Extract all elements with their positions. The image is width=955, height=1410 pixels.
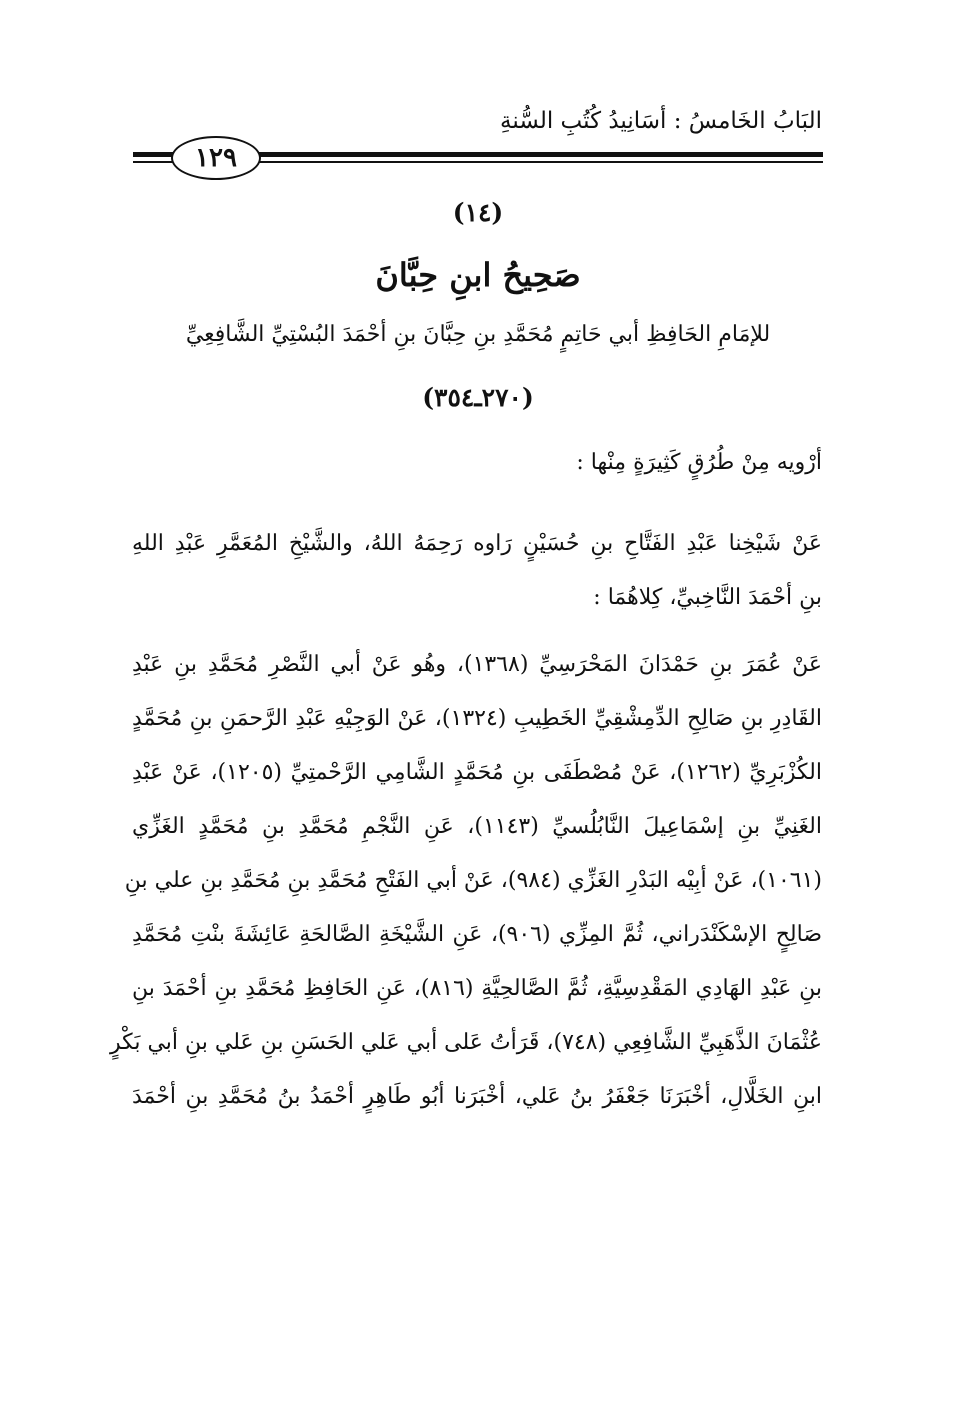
years-range: (٢٧٠ـ٣٥٤)	[422, 383, 534, 412]
text-line: (١٠٦١)، عَنْ أبِيْه البَدْرِ الغَزِّي (٩٨٤)، عَنْ أبي الفَتْحِ مُحَمَّدِ بنِ مُحَمَّدِ بنِ علي بنِ	[124, 868, 822, 893]
text-line: بنِ أحْمَدَ النَّاخِبيِّ، كِلاهُمَا :	[593, 585, 822, 610]
running-header: البَابُ الخَامسُ : أسَانِيدُ كُتُبِ السُّنةِ	[500, 108, 822, 134]
text-line: عَنْ شَيْخِنا عَبْدِ الفَتَّاحِ بنِ حُسَيْنٍ رَاوه رَحِمَهُ اللهُ، والشَّيْخِ المُعَمَّرِ عَبْدِ اللهِ	[132, 531, 822, 556]
text-line: الكُزْبَرِيِّ (١٢٦٢)، عَنْ مُصْطَفَى بنِ مُحَمَّدٍ الشَّامِي الرَّحْمتِيِّ (١٢٠٥)، عَنْ عَبْدِ	[132, 760, 822, 785]
intro-block	[132, 436, 822, 490]
text-line: عُثْمَانَ الذَّهَبِيِّ الشَّافِعِي (٧٤٨)، قَرَأتُ عَلى أبي عَلي الحَسَنِ بنِ عَلي بنِ أبي بَكْرٍ	[110, 1030, 822, 1055]
text-line: ابنِ الخَلَّالِ، أخْبَرَنَا جَعْفَرُ بنُ عَلي، أخْبَرَنا أبُو طَاهِرٍ أحْمَدُ بنُ مُحَمَّدِ بنِ أحْمَدَ	[132, 1084, 822, 1109]
book-title: صَحِيحُ ابنِ حِبَّانَ	[375, 256, 581, 294]
page-number-oval	[171, 136, 261, 180]
section-number: (١٤)	[452, 198, 504, 227]
paragraph-1	[132, 517, 822, 625]
paragraph-2	[110, 638, 823, 1124]
intro-line: أرْويه مِنْ طُرُقٍ كَثِيرَةٍ مِنْها :	[576, 450, 822, 475]
text-line: عَنْ عُمَرَ بنِ حَمْدَانَ المَحْرَسِيِّ (١٣٦٨)، وهُو عَنْ أبي النَّصْرِ مُحَمَّدِ بنِ عَبْدِ	[132, 652, 823, 677]
text-line: صَالِحٍ الإسْكَنْدَراني، ثُمَّ المِزِّي (٩٠٦)، عَنِ الشَّيْخَةِ الصَّالحَةِ عَائِشَةَ بنْتِ مُحَمَّدِ	[132, 922, 822, 947]
text-line: بنِ عَبْدِ الهَادِي المَقْدِسِيَّةِ، ثُمَّ الصَّالحِيَّةِ (٨١٦)، عَنِ الحَافِظِ مُحَمَّدِ بنِ أحْمَدَ بنِ	[132, 976, 822, 1001]
text-line: الغَنِيِّ بنِ إسْمَاعِيلَ النَّابُلُسيِّ (١١٤٣)، عَنِ النَّجْمِ مُحَمَّدِ بنِ مُحَمَّدٍ الغَزِّي	[132, 814, 822, 839]
author-line: للإمَامِ الحَافِظِ أبي حَاتِمٍ مُحَمَّدِ بنِ حِبَّانَ بنِ أحْمَدَ البُسْتِيِّ الشَّافِعِيِّ	[185, 322, 771, 347]
page-number: ١٢٩	[195, 143, 237, 173]
text-line: القَادِرِ بنِ صَالِحِ الدِّمِشْقِيِّ الخَطِيبِ (١٣٢٤)، عَنْ الوَجِيْهِ عَبْدِ الرَّحمَنِ بنِ مُحَمَّدٍ	[132, 706, 823, 731]
